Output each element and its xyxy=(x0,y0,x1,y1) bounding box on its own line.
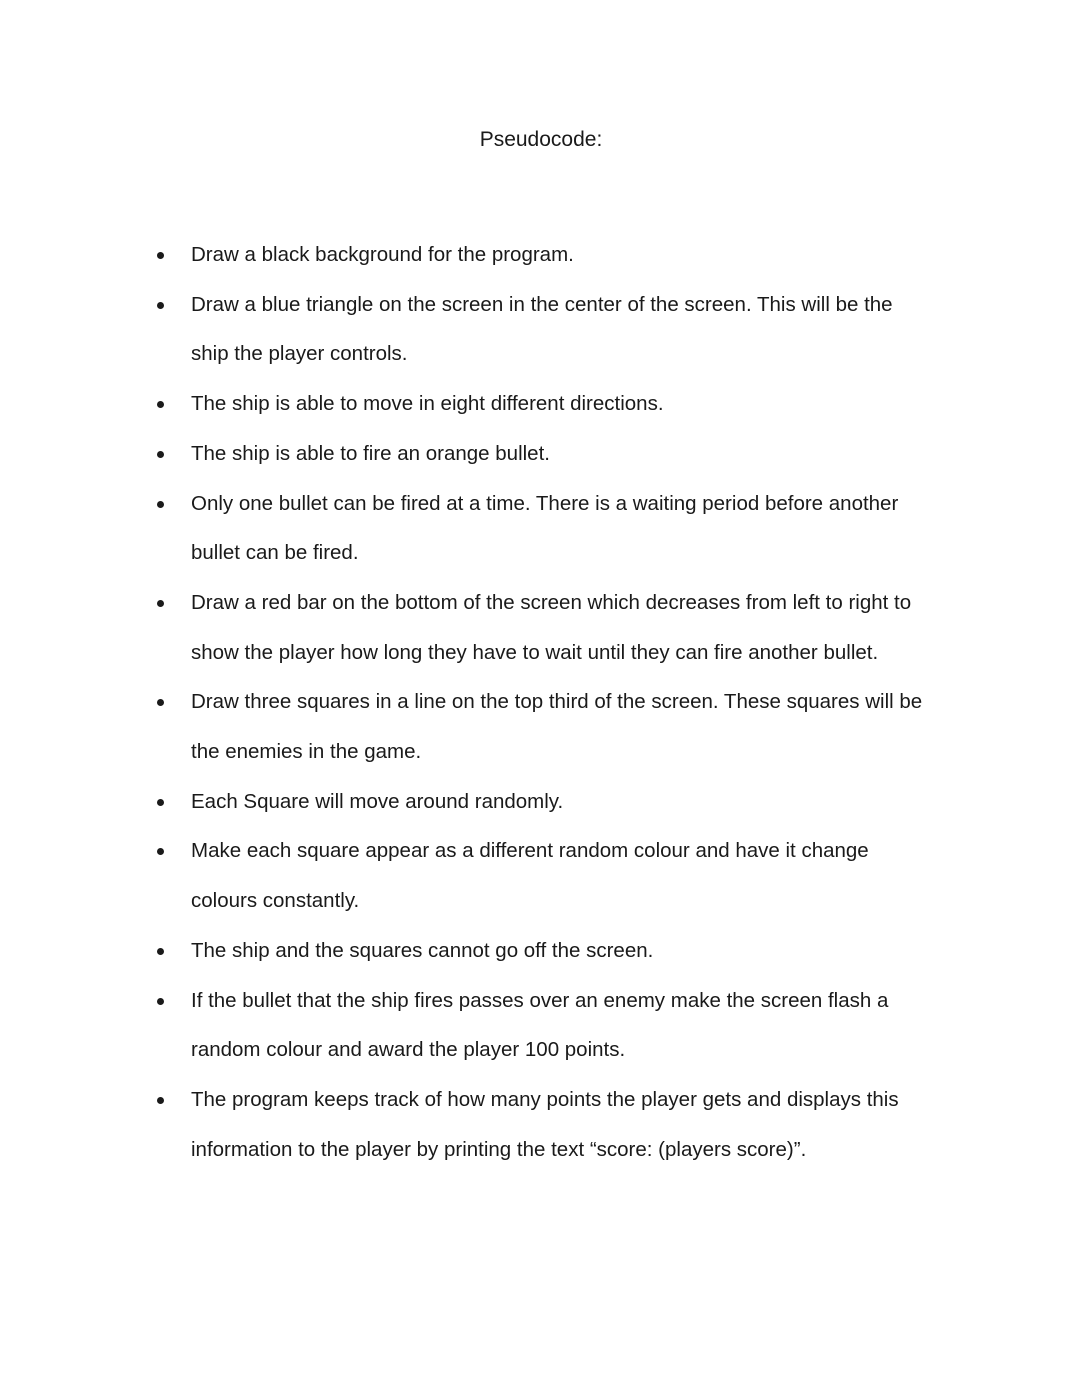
bullet-icon xyxy=(157,799,164,806)
list-item xyxy=(0,479,1082,578)
list-item xyxy=(0,777,1082,827)
bullet-icon xyxy=(157,451,164,458)
list-item xyxy=(0,926,1082,976)
list-item xyxy=(0,578,1082,677)
bullet-icon xyxy=(157,302,164,309)
list-item xyxy=(0,280,1082,379)
document-title: Pseudocode: xyxy=(479,128,603,151)
pseudocode-bullet-list xyxy=(0,230,1082,1174)
list-item-text: Make each square appear as a different random colour and have it change colours constantly. xyxy=(191,839,869,913)
list-item-text: Draw three squares in a line on the top third of the screen. These squares will be the enemies in the game. xyxy=(191,690,923,764)
list-item xyxy=(0,976,1082,1075)
bullet-icon xyxy=(157,600,164,607)
list-item-text: Draw a blue triangle on the screen in the center of the screen. This will be the ship the player controls. xyxy=(191,292,893,366)
list-item-text: Draw a red bar on the bottom of the screen which decreases from left to right to show the player how long they have to wait until they can fire another bullet. xyxy=(191,590,912,664)
bullet-icon xyxy=(157,948,164,955)
list-item-text: The ship is able to move in eight different directions. xyxy=(191,392,664,416)
bullet-icon xyxy=(157,1097,164,1104)
list-item xyxy=(0,379,1082,429)
bullet-icon xyxy=(157,998,164,1005)
bullet-icon xyxy=(157,501,164,508)
bullet-icon xyxy=(157,848,164,855)
list-item-text: The ship is able to fire an orange bullet. xyxy=(191,441,550,465)
list-item-text: If the bullet that the ship fires passes over an enemy make the screen flash a random colour and award the player 100 points. xyxy=(191,988,889,1062)
list-item xyxy=(0,677,1082,776)
list-item-text: The ship and the squares cannot go off the screen. xyxy=(191,938,654,962)
bullet-icon xyxy=(157,699,164,706)
list-item-text: Draw a black background for the program. xyxy=(191,243,574,266)
list-item-text: Each Square will move around randomly. xyxy=(191,789,564,813)
bullet-icon xyxy=(157,401,164,408)
list-item xyxy=(0,429,1082,479)
list-item-text: The program keeps track of how many points the player gets and displays this information to the player by printing the text “score: (players score)”. xyxy=(191,1087,899,1161)
list-item-text: Only one bullet can be fired at a time. There is a waiting period before another bullet can be fired. xyxy=(191,491,899,565)
list-item xyxy=(0,1075,1082,1174)
bullet-icon xyxy=(157,252,164,259)
list-item xyxy=(0,826,1082,925)
list-item xyxy=(0,230,1082,280)
